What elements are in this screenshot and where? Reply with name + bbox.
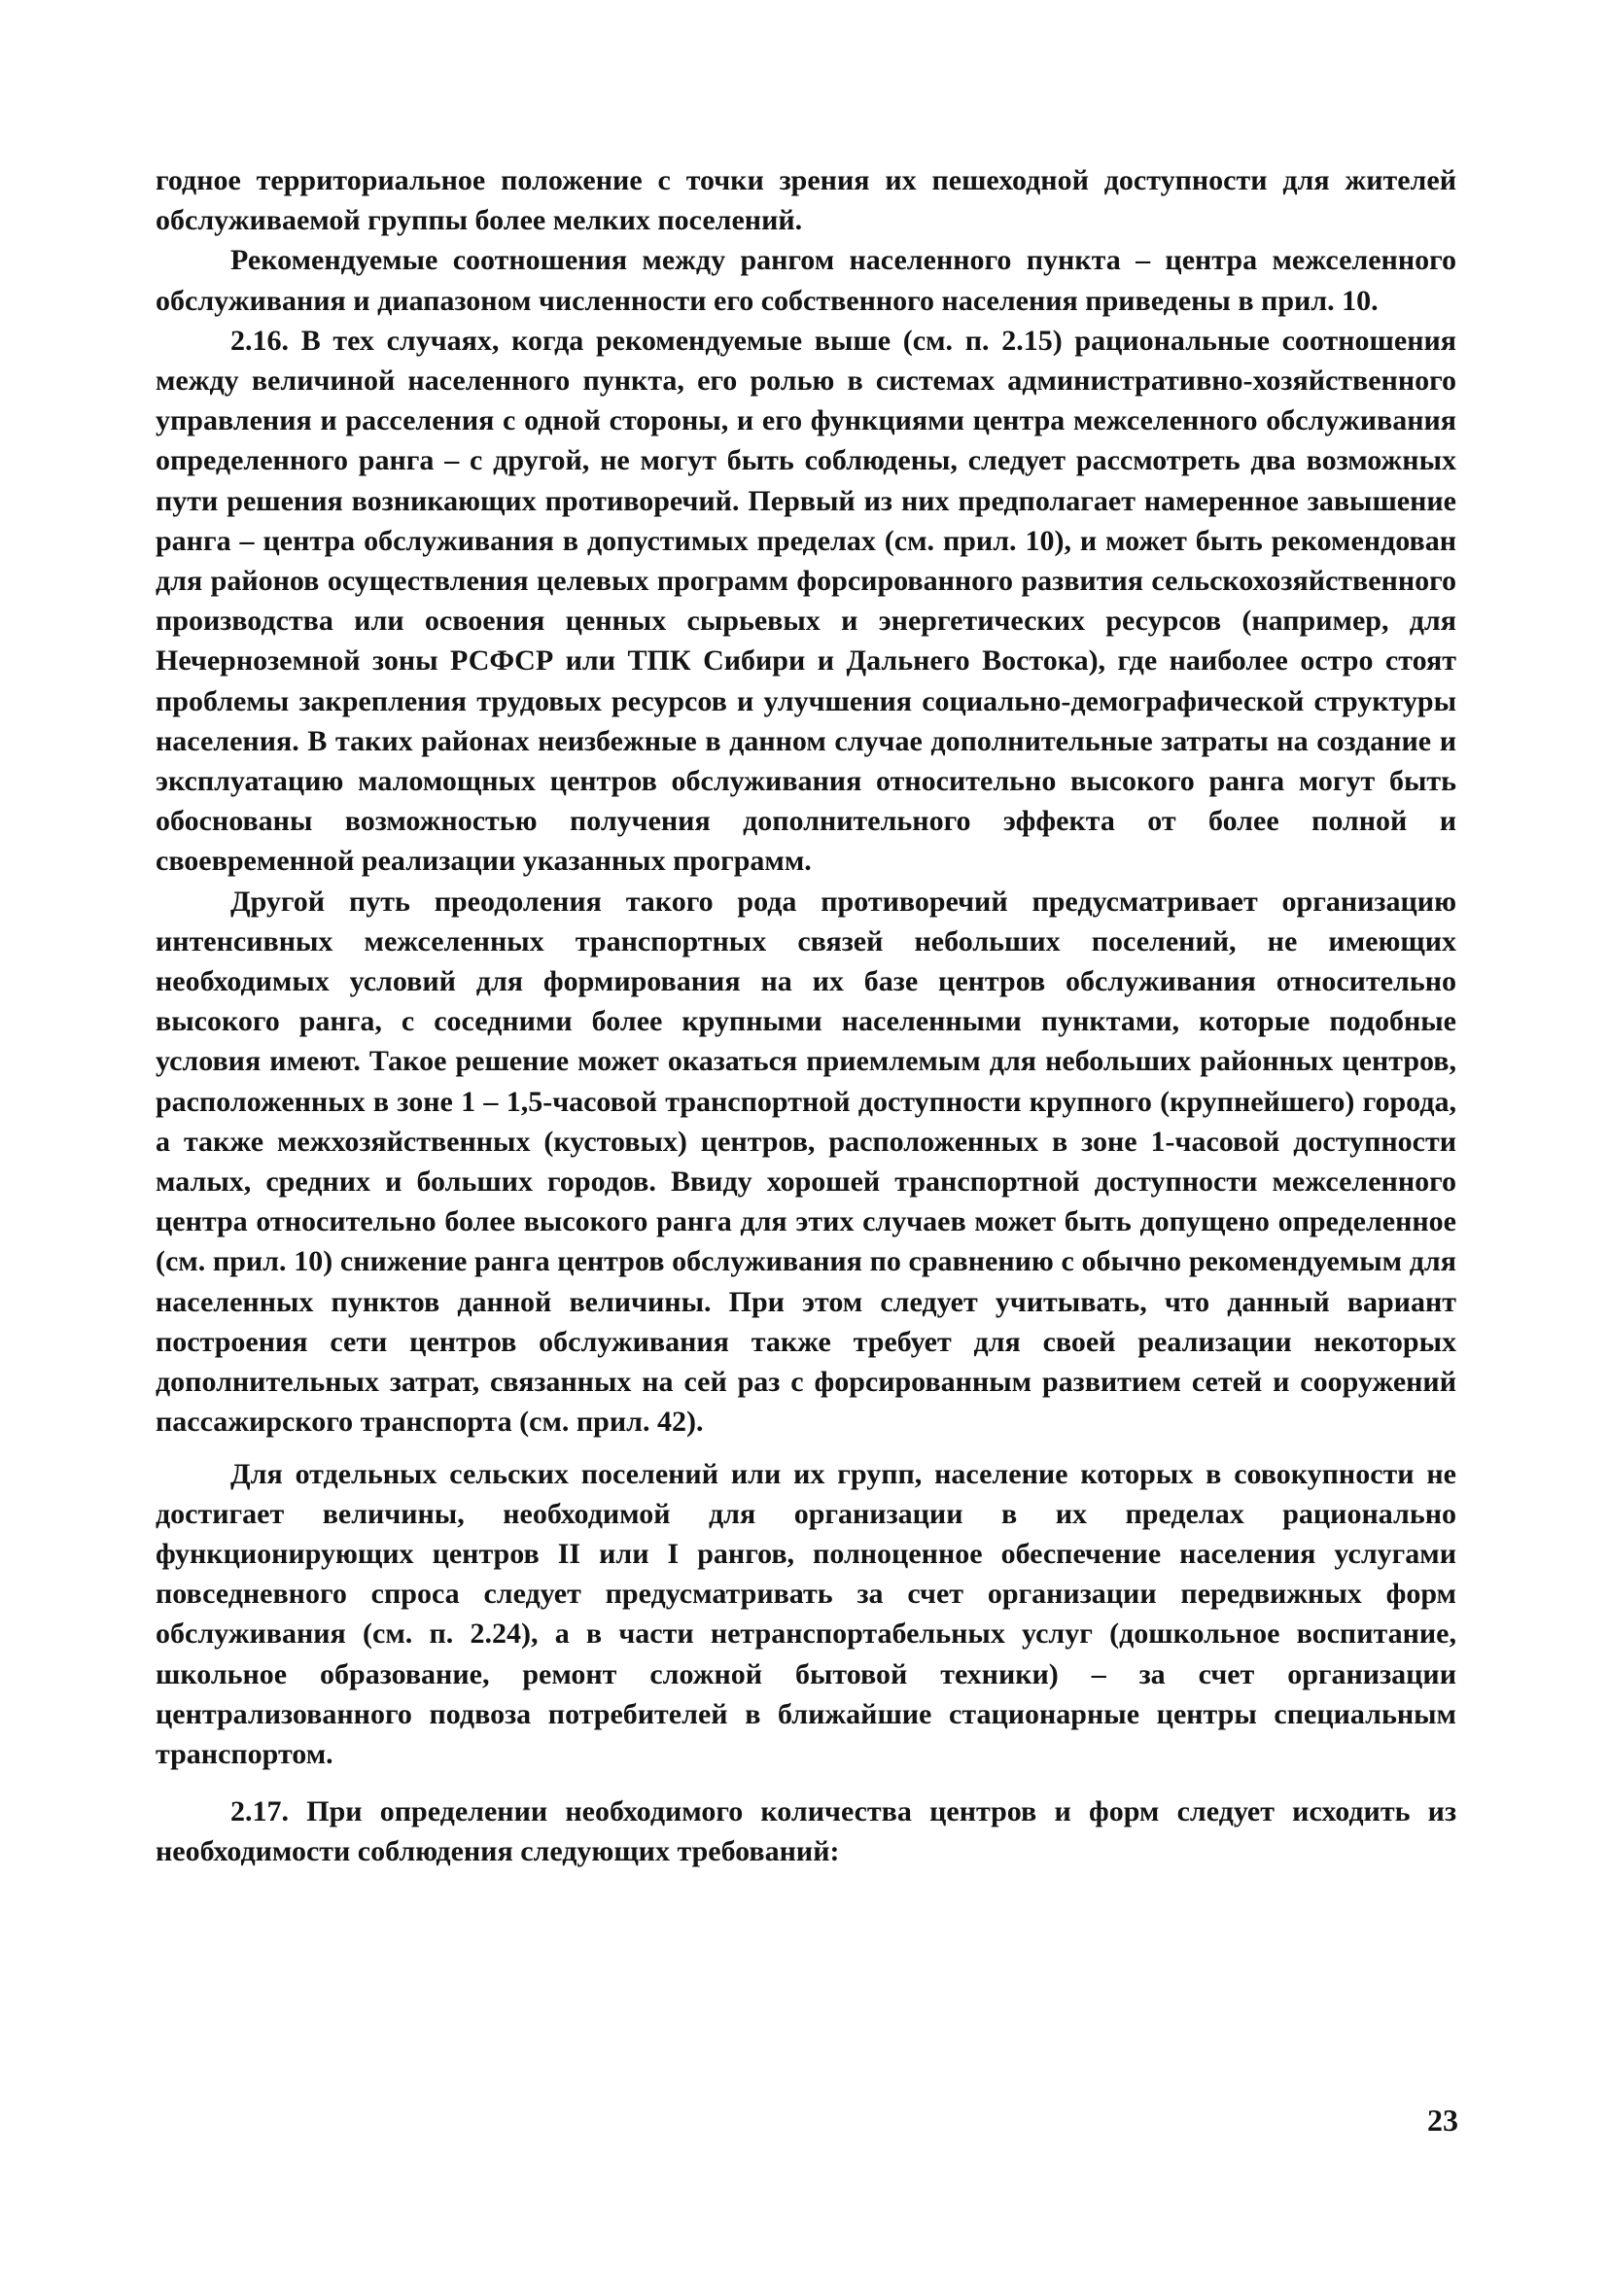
body-text <box>156 160 1456 1872</box>
paragraph-section-2-16 <box>156 321 1456 882</box>
page-number: 23 <box>1427 2103 1458 2138</box>
paragraph-rural-settlements: Для отдельных сельских поселений или их групп, население которых в совокупности не достигает величины, необходимой для организации в их пределах рационально функционирующих центров II или I рангов, полноценное обеспечение населения услугами повседневного спроса следует предусматривать за счет организации передвижных форм обслуживания (см. п. 2.24), а в части нетранспортабельных услуг (дошкольное воспитание, школьное образование, ремонт сложной бытовой техники) – за счет организации централизованного подвоза потребителей в ближайшие стационарные центры специальным транспортом. <box>156 1457 1456 1770</box>
paragraph-ratios: Рекомендуемые соотношения между рангом населенного пункта – центра межселенного обслуживания и диапазоном численности его собственного населения приведены в прил. 10. <box>156 244 1456 317</box>
paragraph-section-2-17 <box>156 1792 1456 1871</box>
section-number: 2.17. <box>230 1795 289 1828</box>
paragraph-text: В тех случаях, когда рекомендуемые выше (см. п. 2.15) рациональные соотношения между величиной населенного пункта, его ролью в системах административно-хозяйственного управления и расселения с одной стороны, и его функциями центра межселенного обслуживания определенного ранга – с другой, не могут быть соблюдены, следует рассмотреть два возможных пути решения возникающих противоречий. Первый из них предполагает намеренное завышение ранга – центра обслуживания в допустимых пределах (см. прил. 10), и может быть рекомендован для районов осуществления целевых программ форсированного развития сельскохозяйственного производства или освоения ценных сырьевых и энергетических ресурсов (например, для Нечерноземной зоны РСФСР или ТПК Сибири и Дальнего Востока), где наиболее остро стоят проблемы закрепления трудовых ресурсов и улучшения социально-демографической структуры населения. В таких районах неизбежные в данном случае дополнительные затраты на создание и эксплуатацию маломощных центров обслуживания относительно высокого ранга могут быть обоснованы возможностью получения дополнительного эффекта от более полной и своевременной реализации указанных программ. <box>156 324 1456 878</box>
paragraph-text: При определении необходимого количества центров и форм следует исходить из необходимости соблюдения следующих требований: <box>156 1795 1457 1868</box>
section-number: 2.16. <box>230 324 289 357</box>
paragraph-continuation: годное территориальное положение с точки зрения их пешеходной доступности для жителей обслуживаемой группы более мелких поселений. <box>156 164 1456 237</box>
paragraph-other-path: Другой путь преодоления такого рода противоречий предусматривает организацию интенсивных межселенных транспортных связей небольших поселений, не имеющих необходимых условий для формирования на их базе центров обслуживания относительно высокого ранга, с соседними более крупными населенными пунктами, которые подобные условия имеют. Такое решение может оказаться приемлемым для небольших районных центров, расположенных в зоне 1 – 1,5-часовой транспортной доступности крупного (крупнейшего) города, а также межхозяйственных (кустовых) центров, расположенных в зоне 1-часовой доступности малых, средних и больших городов. Ввиду хорошей транспортной доступности межселенного центра относительно более высокого ранга для этих случаев может быть допущено определенное (см. прил. 10) снижение ранга центров обслуживания по сравнению с обычно рекомендуемым для населенных пунктов данной величины. При этом следует учитывать, что данный вариант построения сети центров обслуживания также требует для своей реализации некоторых дополнительных затрат, связанных на сей раз с форсированным развитием сетей и сооружений пассажирского транспорта (см. прил. 42). <box>156 885 1456 1439</box>
